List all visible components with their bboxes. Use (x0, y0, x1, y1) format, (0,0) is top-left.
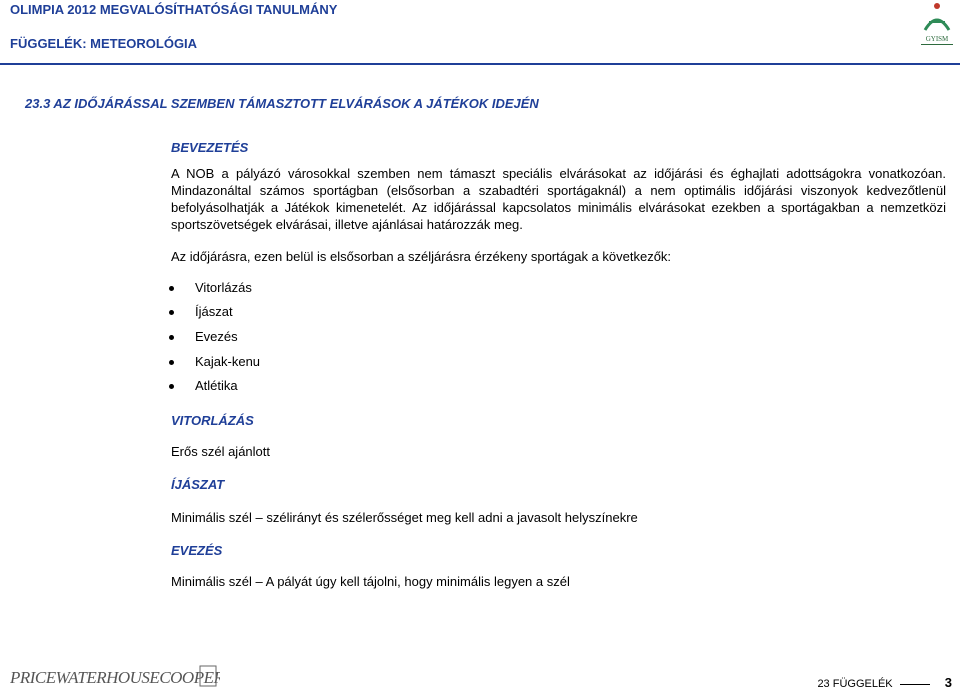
pwc-logo-text: PRICEWATERHOUSECOOPERS (10, 668, 220, 687)
page-number: 3 (944, 675, 952, 690)
bullet-icon (169, 310, 174, 315)
gyism-logo-icon (917, 0, 957, 50)
intro-heading: BEVEZETÉS (171, 140, 249, 155)
bullet-icon (169, 384, 174, 389)
pwc-logo-icon (10, 663, 220, 689)
ijaszat-heading: ÍJÁSZAT (171, 477, 225, 492)
vitorlazas-heading: VITORLÁZÁS (171, 413, 254, 428)
footer-dash (900, 684, 930, 685)
pwc-logo (10, 663, 220, 694)
document-subtitle: FÜGGELÉK: METEOROLÓGIA (10, 36, 198, 51)
section-title: 23.3 AZ IDŐJÁRÁSSAL SZEMBEN TÁMASZTOTT ELVÁRÁSOK A JÁTÉKOK IDEJÉN (25, 96, 539, 111)
document-title: OLIMPIA 2012 MEGVALÓSÍTHATÓSÁGI TANULMÁNY (10, 2, 338, 17)
evezes-text: Minimális szél – A pályát úgy kell tájolni, hogy minimális legyen a szél (171, 574, 570, 589)
evezes-heading: EVEZÉS (171, 543, 223, 558)
intro-paragraph: A NOB a pályázó városokkal szemben nem támaszt speciális elvárásokat az időjárási és éghajlati adottságokra vonatkozóan. Mindazonáltal számos sportágban (elsősorban a szabadtéri sportágaknál) a nem optimális időjárási viszonyok kedvezőtlenül befolyásolhatják a Játékok kimenetelét. Az időjárással kapcsolatos minimális elvárásokat ezekben a sportágakban a nemzetközi sportszövetségek elvárásai, illetve ajánlásai határozzák meg. (171, 166, 946, 232)
bullet-icon (169, 360, 174, 365)
vitorlazas-text: Erős szél ajánlott (171, 444, 270, 459)
gyism-logo (917, 0, 957, 50)
sports-intro-paragraph: Az időjárásra, ezen belül is elsősorban a széljárásra érzékeny sportágak a következők: (171, 249, 672, 264)
page-footer (817, 675, 952, 690)
ijaszat-text: Minimális szél – szélirányt és szélerősséget meg kell adni a javasolt helyszínekre (171, 510, 638, 525)
page-label: 23 FÜGGELÉK (817, 678, 893, 690)
bullet-icon (169, 335, 174, 340)
gyism-logo-text: GYISM (925, 35, 949, 43)
bullet-icon (169, 286, 174, 291)
header-divider (0, 63, 960, 65)
